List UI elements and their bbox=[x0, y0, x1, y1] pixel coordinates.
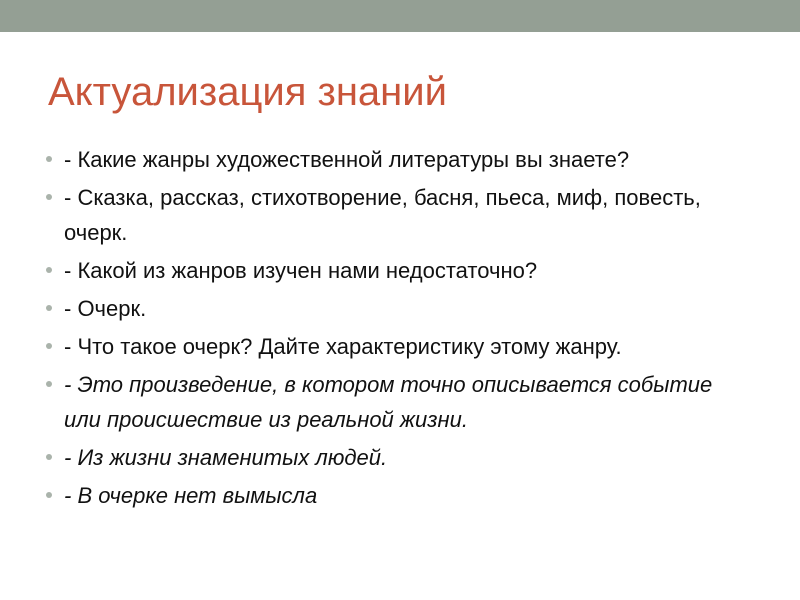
bullet-text: - Из жизни знаменитых людей. bbox=[64, 445, 388, 470]
bullet-dot-icon bbox=[46, 492, 52, 498]
bullet-dot-icon bbox=[46, 194, 52, 200]
top-band bbox=[0, 0, 800, 32]
bullet-dot-icon bbox=[46, 267, 52, 273]
bullet-text: - Какие жанры художественной литературы вы знаете? bbox=[64, 147, 630, 172]
bullet-text: - Очерк. bbox=[64, 296, 147, 321]
bullet-dot-icon bbox=[46, 454, 52, 460]
bullet-item bbox=[46, 478, 746, 513]
bullet-item bbox=[46, 180, 746, 250]
bullet-item bbox=[46, 440, 746, 475]
bullet-dot-icon bbox=[46, 156, 52, 162]
bullet-text: - В очерке нет вымысла bbox=[64, 483, 318, 508]
bullet-item bbox=[46, 142, 746, 177]
slide-title: Актуализация знаний bbox=[48, 70, 447, 114]
bullet-dot-icon bbox=[46, 381, 52, 387]
bullet-item bbox=[46, 253, 746, 288]
bullet-text: - Сказка, рассказ, стихотворение, басня, пьеса, миф, повесть, очерк. bbox=[64, 185, 701, 245]
bullet-item bbox=[46, 329, 746, 364]
bullet-text: - Что такое очерк? Дайте характеристику этому жанру. bbox=[64, 334, 622, 359]
bullet-item bbox=[46, 291, 746, 326]
bullet-list bbox=[46, 142, 746, 513]
bullet-text: - Это произведение, в котором точно описывается событие или происшествие из реальной жизни. bbox=[64, 372, 713, 432]
bullet-text: - Какой из жанров изучен нами недостаточно? bbox=[64, 258, 538, 283]
bullet-item bbox=[46, 367, 746, 437]
bullet-dot-icon bbox=[46, 305, 52, 311]
bullet-dot-icon bbox=[46, 343, 52, 349]
